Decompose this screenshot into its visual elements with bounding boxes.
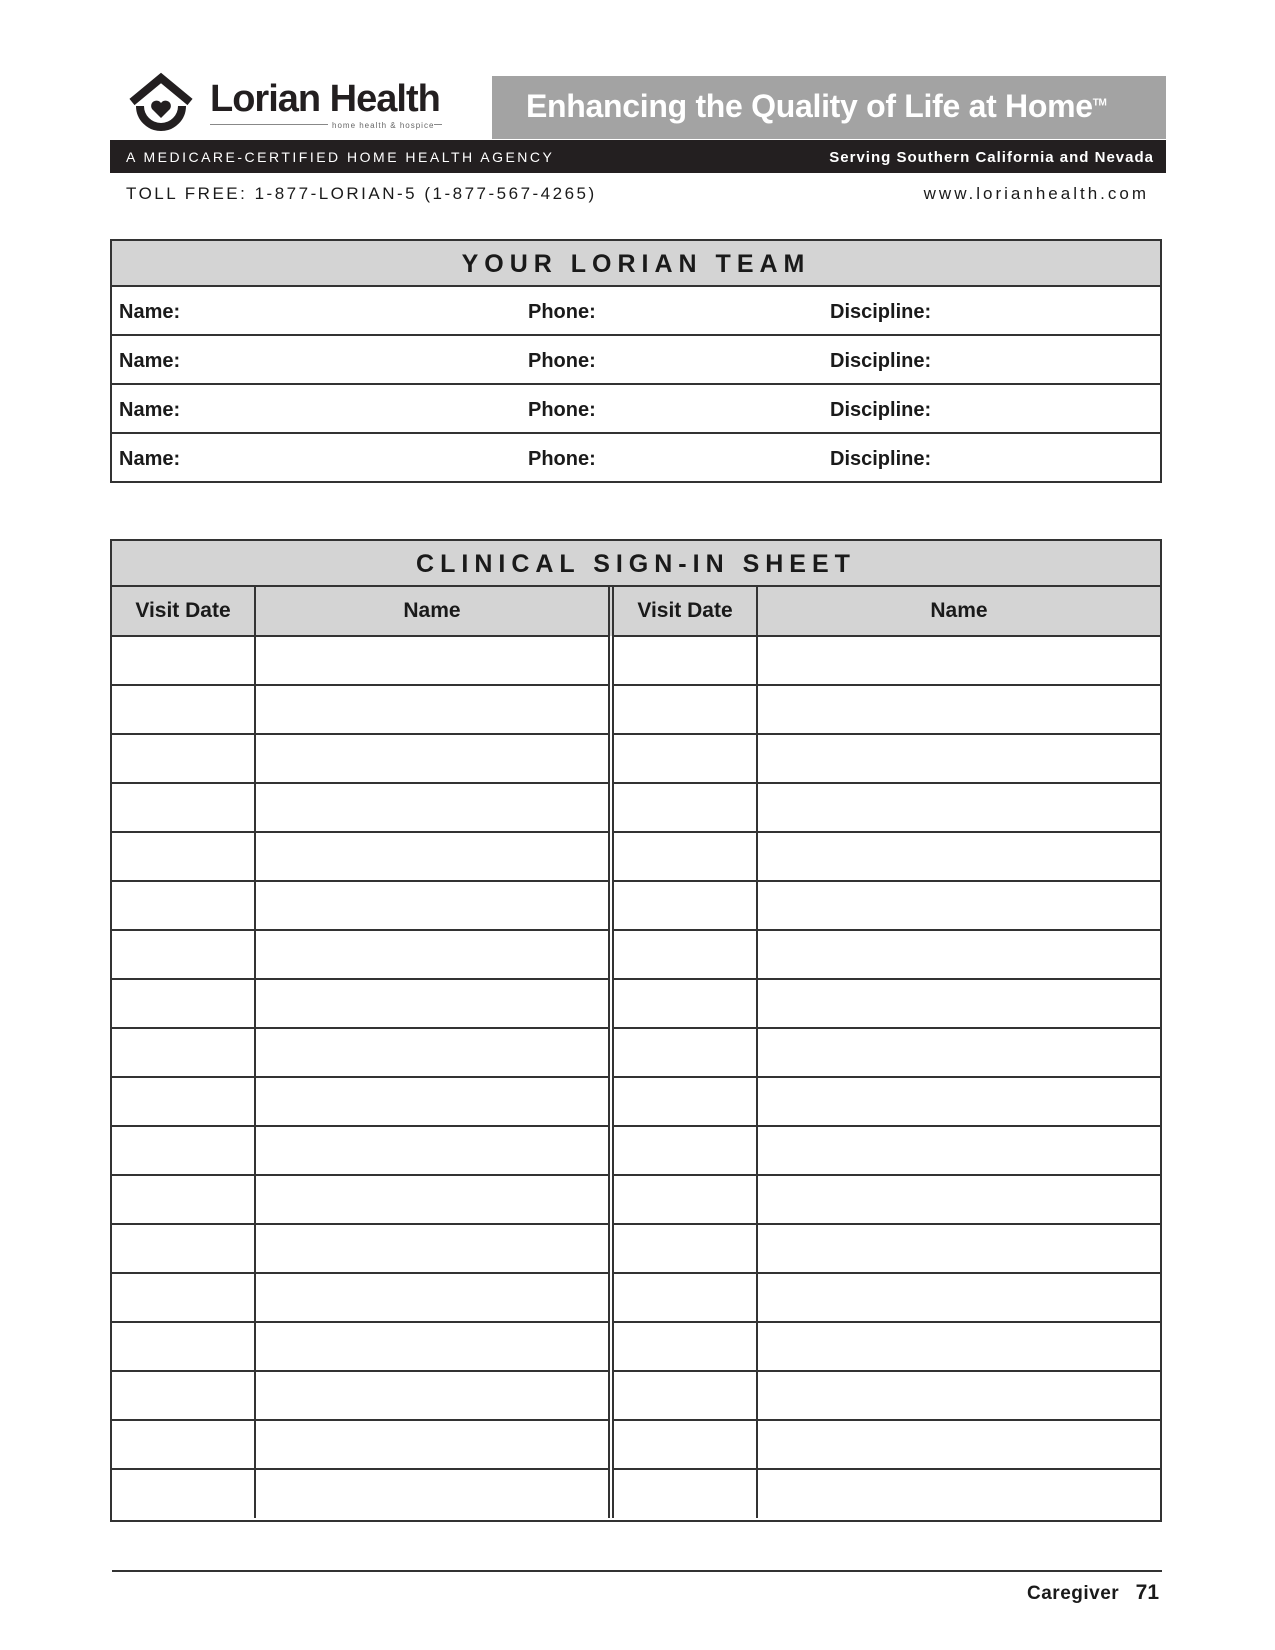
- visit-date-cell[interactable]: [611, 979, 757, 1028]
- name-cell[interactable]: [255, 685, 611, 734]
- name-cell[interactable]: [757, 1028, 1160, 1077]
- sign-in-row: [112, 1322, 1160, 1371]
- name-cell[interactable]: [255, 1126, 611, 1175]
- sign-in-row: [112, 881, 1160, 930]
- sign-in-row: [112, 979, 1160, 1028]
- name-cell[interactable]: [757, 1175, 1160, 1224]
- name-header: Name: [255, 587, 611, 636]
- visit-date-cell[interactable]: [611, 1322, 757, 1371]
- visit-date-cell[interactable]: [112, 1224, 255, 1273]
- tagline: [526, 88, 1107, 125]
- visit-date-cell[interactable]: [611, 1273, 757, 1322]
- discipline-field-label[interactable]: Discipline:: [830, 399, 932, 421]
- sign-in-row: [112, 734, 1160, 783]
- certification-text: A MEDICARE-CERTIFIED HOME HEALTH AGENCY: [126, 149, 555, 165]
- name-cell[interactable]: [255, 1224, 611, 1273]
- name-cell[interactable]: [255, 1175, 611, 1224]
- name-field-label[interactable]: Name:: [119, 448, 181, 470]
- visit-date-cell[interactable]: [611, 636, 757, 685]
- visit-date-cell[interactable]: [611, 832, 757, 881]
- visit-date-cell[interactable]: [611, 930, 757, 979]
- name-cell[interactable]: [757, 979, 1160, 1028]
- name-cell[interactable]: [255, 783, 611, 832]
- sign-in-row: [112, 1077, 1160, 1126]
- sign-in-row: [112, 1126, 1160, 1175]
- name-cell[interactable]: [255, 636, 611, 685]
- team-title: YOUR LORIAN TEAM: [112, 241, 1160, 287]
- sign-in-row: [112, 783, 1160, 832]
- visit-date-cell[interactable]: [611, 1126, 757, 1175]
- name-cell[interactable]: [255, 1077, 611, 1126]
- visit-date-cell[interactable]: [611, 734, 757, 783]
- name-field-label[interactable]: Name:: [119, 350, 181, 372]
- name-cell[interactable]: [757, 881, 1160, 930]
- visit-date-cell[interactable]: [112, 1322, 255, 1371]
- visit-date-cell[interactable]: [611, 1469, 757, 1518]
- visit-date-cell[interactable]: [112, 1175, 255, 1224]
- brand-name: Lorian Health: [210, 78, 440, 120]
- name-cell[interactable]: [757, 1420, 1160, 1469]
- sign-in-row: [112, 685, 1160, 734]
- name-cell[interactable]: [255, 1273, 611, 1322]
- discipline-field-label[interactable]: Discipline:: [830, 301, 932, 323]
- sign-in-row: [112, 1028, 1160, 1077]
- toll-free-number: TOLL FREE: 1-877-LORIAN-5 (1-877-567-4265): [126, 184, 597, 203]
- visit-date-cell[interactable]: [112, 1420, 255, 1469]
- team-row: [112, 336, 1160, 385]
- brand-subtitle: home health & hospice: [328, 121, 434, 130]
- service-area-text: Serving Southern California and Nevada: [829, 149, 1154, 166]
- website-link[interactable]: www.lorianhealth.com: [923, 184, 1149, 203]
- sign-in-row: [112, 1469, 1160, 1518]
- name-cell[interactable]: [757, 1371, 1160, 1420]
- sign-in-table: [112, 587, 1160, 1518]
- name-cell[interactable]: [757, 734, 1160, 783]
- logo: [128, 72, 458, 142]
- name-header: Name: [757, 587, 1160, 636]
- sheet-header-row: [112, 587, 1160, 636]
- name-cell[interactable]: [757, 636, 1160, 685]
- phone-field-label[interactable]: Phone:: [528, 301, 596, 323]
- sheet-body: [112, 636, 1160, 1518]
- sign-in-sheet: [110, 539, 1162, 1522]
- visit-date-cell[interactable]: [112, 930, 255, 979]
- name-cell[interactable]: [255, 979, 611, 1028]
- visit-date-cell[interactable]: [112, 1469, 255, 1518]
- name-field-label[interactable]: Name:: [119, 399, 181, 421]
- name-cell[interactable]: [255, 1371, 611, 1420]
- name-cell[interactable]: [757, 832, 1160, 881]
- visit-date-cell[interactable]: [112, 881, 255, 930]
- visit-date-cell[interactable]: [112, 1077, 255, 1126]
- page-footer: [1027, 1581, 1159, 1605]
- team-row: [112, 287, 1160, 336]
- house-heart-icon: [128, 72, 194, 138]
- visit-date-cell[interactable]: [112, 1371, 255, 1420]
- name-cell[interactable]: [757, 1224, 1160, 1273]
- name-cell[interactable]: [255, 930, 611, 979]
- name-cell[interactable]: [255, 881, 611, 930]
- visit-date-header: Visit Date: [112, 587, 255, 636]
- name-cell[interactable]: [757, 1273, 1160, 1322]
- name-cell[interactable]: [757, 685, 1160, 734]
- name-cell[interactable]: [757, 1077, 1160, 1126]
- page-number: 71: [1135, 1581, 1159, 1604]
- name-cell[interactable]: [757, 1322, 1160, 1371]
- visit-date-cell[interactable]: [112, 1028, 255, 1077]
- name-cell[interactable]: [757, 783, 1160, 832]
- sign-in-row: [112, 1224, 1160, 1273]
- info-bar: [110, 140, 1166, 173]
- name-cell[interactable]: [757, 1469, 1160, 1518]
- visit-date-cell[interactable]: [611, 881, 757, 930]
- footer-label: Caregiver: [1027, 1583, 1120, 1604]
- sign-in-row: [112, 832, 1160, 881]
- visit-date-cell[interactable]: [112, 783, 255, 832]
- tagline-text: Enhancing the Quality of Life at Home: [526, 88, 1093, 124]
- visit-date-cell[interactable]: [112, 636, 255, 685]
- visit-date-cell[interactable]: [112, 734, 255, 783]
- name-cell[interactable]: [255, 1420, 611, 1469]
- visit-date-cell[interactable]: [611, 1224, 757, 1273]
- visit-date-cell[interactable]: [112, 1273, 255, 1322]
- phone-field-label[interactable]: Phone:: [528, 399, 596, 421]
- sign-in-row: [112, 1175, 1160, 1224]
- name-field-label[interactable]: Name:: [119, 301, 181, 323]
- team-table: [110, 239, 1162, 483]
- footer-rule: [112, 1570, 1162, 1572]
- sheet-title: CLINICAL SIGN-IN SHEET: [112, 541, 1160, 587]
- visit-date-cell[interactable]: [611, 1371, 757, 1420]
- visit-date-header: Visit Date: [611, 587, 757, 636]
- visit-date-cell[interactable]: [112, 1126, 255, 1175]
- sign-in-row: [112, 636, 1160, 685]
- name-cell[interactable]: [255, 1028, 611, 1077]
- trademark-mark: TM: [1092, 97, 1107, 109]
- team-row: [112, 434, 1160, 483]
- name-cell[interactable]: [757, 1126, 1160, 1175]
- sign-in-row: [112, 1273, 1160, 1322]
- sign-in-row: [112, 1371, 1160, 1420]
- sign-in-row: [112, 930, 1160, 979]
- tagline-banner: [492, 76, 1166, 139]
- visit-date-cell[interactable]: [112, 685, 255, 734]
- discipline-field-label[interactable]: Discipline:: [830, 350, 932, 372]
- name-cell[interactable]: [255, 1469, 611, 1518]
- visit-date-cell[interactable]: [611, 1175, 757, 1224]
- sign-in-row: [112, 1420, 1160, 1469]
- name-cell[interactable]: [757, 930, 1160, 979]
- phone-field-label[interactable]: Phone:: [528, 448, 596, 470]
- visit-date-cell[interactable]: [611, 783, 757, 832]
- visit-date-cell[interactable]: [611, 1077, 757, 1126]
- visit-date-cell[interactable]: [112, 979, 255, 1028]
- visit-date-cell[interactable]: [611, 1420, 757, 1469]
- visit-date-cell[interactable]: [112, 832, 255, 881]
- discipline-field-label[interactable]: Discipline:: [830, 448, 932, 470]
- name-cell[interactable]: [255, 734, 611, 783]
- name-cell[interactable]: [255, 1322, 611, 1371]
- visit-date-cell[interactable]: [611, 685, 757, 734]
- team-row: [112, 385, 1160, 434]
- visit-date-cell[interactable]: [611, 1028, 757, 1077]
- name-cell[interactable]: [255, 832, 611, 881]
- phone-field-label[interactable]: Phone:: [528, 350, 596, 372]
